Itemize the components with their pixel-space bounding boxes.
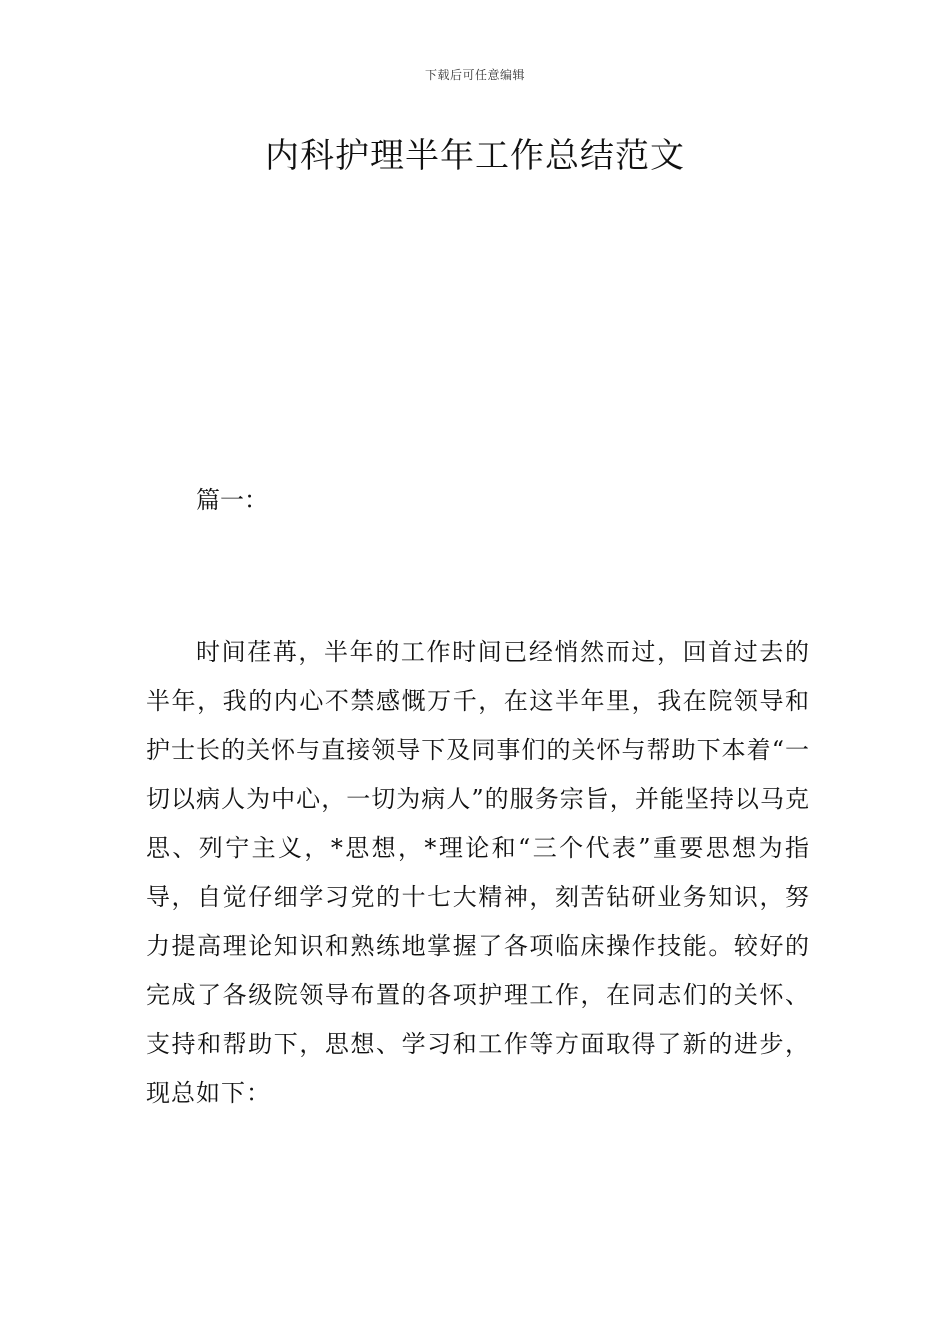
document-title: 内科护理半年工作总结范文 [265,136,685,176]
section-label: 篇一： [196,486,268,514]
header-note: 下载后可任意编辑 [424,68,525,82]
body-paragraph: 时间荏苒，半年的工作时间已经悄然而过，回首过去的半年，我的内心不禁感慨万千，在这半年里，我在院领导和护士长的关怀与直接领导下及同事们的关怀与帮助下本着“一切以病人为中心，一切为病人”的服务宗旨，并能坚持以马克思、列宁主义，*思想，*理论和“三个代表”重要思想为指导，自觉仔细学习党的十七大精神，刻苦钻研业务知识，努力提高理论知识和熟练地掌握了各项临床操作技能。较好的完成了各级院领导布置的各项护理工作，在同志们的关怀、支持和帮助下，思想、学习和工作等方面取得了新的进步，现总如下： [146,638,810,1107]
